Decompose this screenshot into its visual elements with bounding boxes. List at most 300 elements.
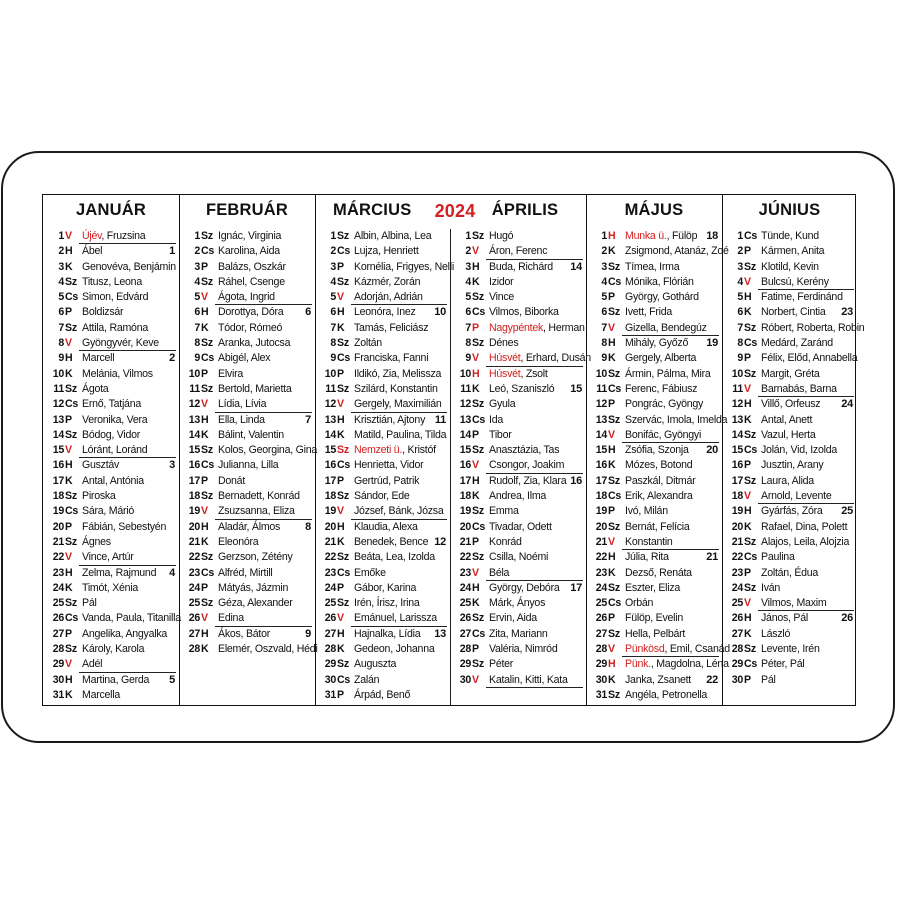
name-day-text: Gyöngyvér, Keve xyxy=(82,337,159,350)
weekday-abbr: K xyxy=(337,321,345,334)
day-number: 10 xyxy=(324,367,336,380)
day-row xyxy=(724,397,856,412)
name-day-text: Matild, Paulina, Tilda xyxy=(354,428,447,441)
name-day-text: Kármen, Anita xyxy=(761,245,825,258)
day-row xyxy=(45,413,178,428)
name-day-text: Fatime, Ferdinánd xyxy=(761,291,843,304)
day-row xyxy=(452,627,585,642)
day-number: 26 xyxy=(595,612,607,625)
day-row xyxy=(588,244,729,259)
weekday-abbr: H xyxy=(472,581,480,594)
day-row xyxy=(588,229,721,244)
day-number: 8 xyxy=(601,337,607,350)
day-row xyxy=(317,520,449,535)
week-number: 17 xyxy=(570,581,582,594)
day-row xyxy=(452,397,585,412)
name-day-text: Arnold, Levente xyxy=(761,490,832,503)
name-day-text: Bulcsú, Kerény xyxy=(761,275,829,288)
name-day-text: Tünde, Kund xyxy=(761,230,819,242)
day-row xyxy=(724,611,856,626)
name-day-text: Laura, Alida xyxy=(761,474,814,487)
name-day-text: Ráhel, Csenge xyxy=(218,275,285,288)
column-separator xyxy=(450,229,451,705)
week-number: 6 xyxy=(305,306,311,319)
day-number: 24 xyxy=(52,581,64,594)
weekday-abbr: V xyxy=(472,673,479,686)
weekday-abbr: V xyxy=(65,444,72,457)
day-row xyxy=(45,367,178,382)
weekday-abbr: Sz xyxy=(608,627,620,640)
name-day-text: Hajnalka, Lídia xyxy=(354,627,421,640)
name-day-text: Balázs, Oszkár xyxy=(218,260,286,273)
name-day-text: László xyxy=(761,627,791,640)
name-day-text: Erik, Alexandra xyxy=(625,490,693,503)
name-day-text: Melánia, Vilmos xyxy=(82,367,153,380)
day-row xyxy=(588,367,721,382)
weekday-abbr: Sz xyxy=(65,382,77,395)
day-number: 1 xyxy=(737,230,743,242)
day-row xyxy=(317,443,449,458)
weekday-abbr: K xyxy=(201,643,209,656)
name-day-text: Vince, Artúr xyxy=(82,551,134,564)
week-number: 13 xyxy=(434,627,446,640)
name-day-text: Tímea, Irma xyxy=(625,260,680,273)
weekday-abbr: V xyxy=(337,398,344,411)
week-number: 3 xyxy=(169,459,175,472)
weekday-abbr: V xyxy=(744,490,751,503)
weekday-abbr: V xyxy=(337,612,344,625)
weekday-abbr: Sz xyxy=(337,275,349,288)
week-number: 22 xyxy=(706,673,718,686)
weekday-abbr: Sz xyxy=(65,597,77,610)
name-day-text: Edina xyxy=(218,612,244,625)
weekday-abbr: Cs xyxy=(337,352,351,365)
name-day-text xyxy=(489,351,591,366)
weekday-abbr: Sz xyxy=(201,382,213,395)
day-number: 17 xyxy=(188,474,200,487)
day-row xyxy=(45,305,178,320)
day-row xyxy=(181,260,314,275)
name-day-text: Pál xyxy=(82,597,97,610)
weekday-abbr: K xyxy=(201,321,209,334)
day-number: 30 xyxy=(731,673,743,686)
name-day-text: Bonifác, Gyöngyi xyxy=(625,428,702,441)
name-day-text: Zita, Mariann xyxy=(489,627,548,640)
day-number: 24 xyxy=(459,581,471,594)
holiday-label: Pünkösd xyxy=(625,643,665,656)
name-day-text: Dezső, Renáta xyxy=(625,566,692,579)
day-number: 14 xyxy=(324,428,336,441)
weekday-abbr: P xyxy=(744,673,751,686)
name-day-text: Tivadar, Odett xyxy=(489,520,552,533)
day-number: 12 xyxy=(459,398,471,411)
day-row xyxy=(317,290,449,305)
weekday-abbr: Cs xyxy=(744,230,758,242)
weekday-abbr: Cs xyxy=(201,245,215,258)
day-number: 24 xyxy=(188,581,200,594)
day-number: 21 xyxy=(52,535,64,548)
day-row xyxy=(724,458,856,473)
name-day-text: József, Bánk, Józsa xyxy=(354,505,444,518)
day-row xyxy=(45,611,181,626)
day-row xyxy=(588,611,721,626)
month-column-february xyxy=(181,229,318,657)
day-number: 20 xyxy=(324,520,336,533)
weekday-abbr: K xyxy=(65,367,73,380)
day-row xyxy=(317,229,449,244)
day-row xyxy=(452,596,585,611)
name-day-text: Auguszta xyxy=(354,658,397,671)
weekday-abbr: Sz xyxy=(608,260,620,273)
weekday-abbr: V xyxy=(608,428,615,441)
day-row xyxy=(317,642,449,657)
day-row xyxy=(317,550,449,565)
day-row xyxy=(317,458,449,473)
name-day-text: Ágota xyxy=(82,382,109,395)
day-number: 9 xyxy=(465,352,471,365)
name-day-text: Ákos, Bátor xyxy=(218,627,271,640)
day-number: 15 xyxy=(595,444,607,457)
weekday-abbr: P xyxy=(744,245,751,258)
name-day-text: Adorján, Adrián xyxy=(354,291,423,304)
day-row xyxy=(181,382,314,397)
weekday-abbr: Sz xyxy=(608,688,620,701)
holiday-label: Nagypéntek xyxy=(489,321,544,334)
name-day-text: Klotild, Kevin xyxy=(761,260,819,273)
day-row xyxy=(724,489,856,504)
weekday-abbr: K xyxy=(744,627,752,640)
name-day-text: Ivó, Milán xyxy=(625,505,668,518)
day-row xyxy=(181,428,314,443)
week-number: 11 xyxy=(434,413,446,426)
day-row xyxy=(588,627,721,642)
day-row xyxy=(317,305,449,320)
day-number: 8 xyxy=(58,337,64,350)
name-day-text: Mózes, Botond xyxy=(625,459,693,472)
day-row xyxy=(45,566,178,581)
name-day-text: Jusztin, Arany xyxy=(761,459,824,472)
name-day-text: Sára, Márió xyxy=(82,505,135,518)
weekday-abbr: V xyxy=(608,321,615,334)
name-day-text: Emánuel, Larissza xyxy=(354,612,437,625)
name-day-text: Ida xyxy=(489,413,503,426)
name-day-text: Félix, Előd, Annabella xyxy=(761,352,858,365)
name-day-text: Gergely, Alberta xyxy=(625,352,697,365)
day-number: 4 xyxy=(737,275,743,288)
weekday-abbr: K xyxy=(608,459,616,472)
weekday-abbr: P xyxy=(65,520,72,533)
weekday-abbr: P xyxy=(65,413,72,426)
weekday-abbr: H xyxy=(608,337,616,350)
weekday-abbr: Sz xyxy=(608,520,620,533)
day-row xyxy=(317,321,449,336)
weekday-abbr: V xyxy=(65,337,72,350)
name-day-text: Csilla, Noémi xyxy=(489,551,549,564)
weekday-abbr: Sz xyxy=(65,275,77,288)
day-row xyxy=(588,489,721,504)
day-number: 27 xyxy=(324,627,336,640)
day-row xyxy=(181,596,314,611)
day-row xyxy=(181,566,314,581)
weekday-abbr: Cs xyxy=(201,459,215,472)
weekday-abbr: Sz xyxy=(201,551,213,564)
weekday-abbr: P xyxy=(608,612,615,625)
day-number: 13 xyxy=(324,413,336,426)
weekday-abbr: H xyxy=(201,520,209,533)
weekday-abbr: Sz xyxy=(744,260,756,273)
name-day-text: Eszter, Eliza xyxy=(625,581,681,594)
name-day-text: Benedek, Bence xyxy=(354,535,429,548)
day-number: 31 xyxy=(595,688,607,701)
name-day-text: Tamás, Feliciász xyxy=(354,321,429,334)
weekday-abbr: P xyxy=(472,643,479,656)
name-day-text: Tódor, Rómeó xyxy=(218,321,283,334)
name-day-text: Antal, Antónia xyxy=(82,474,144,487)
name-day-text: Csongor, Joakim xyxy=(489,459,565,472)
day-row xyxy=(588,336,721,351)
week-number: 10 xyxy=(434,306,446,319)
day-number: 28 xyxy=(595,643,607,656)
day-row xyxy=(45,520,178,535)
name-day-text: Pongrác, Gyöngy xyxy=(625,398,704,411)
day-number: 15 xyxy=(188,444,200,457)
name-day-text: Vanda, Paula, Titanilla xyxy=(82,612,181,625)
week-number: 2 xyxy=(169,352,175,365)
day-row xyxy=(452,382,585,397)
day-row xyxy=(181,474,314,489)
day-row xyxy=(452,336,585,351)
name-day-text: Konstantin xyxy=(625,535,673,548)
name-day-text: Rafael, Dina, Polett xyxy=(761,520,848,533)
weekday-abbr: Sz xyxy=(201,490,213,503)
weekday-abbr: Cs xyxy=(65,612,79,625)
day-number: 8 xyxy=(194,337,200,350)
day-row xyxy=(181,489,314,504)
name-day-text: Buda, Richárd xyxy=(489,260,553,273)
day-row xyxy=(588,290,721,305)
day-number: 8 xyxy=(330,337,336,350)
name-day-text: Ildikó, Zia, Melissza xyxy=(354,367,442,380)
day-number: 11 xyxy=(53,382,64,395)
day-number: 4 xyxy=(465,275,471,288)
day-number: 16 xyxy=(595,459,607,472)
name-day-text: Donát xyxy=(218,474,246,487)
week-number: 18 xyxy=(706,230,718,242)
name-day-text: Júlia, Rita xyxy=(625,551,669,564)
weekday-abbr: Cs xyxy=(744,337,758,350)
day-row xyxy=(317,627,449,642)
day-row xyxy=(452,489,585,504)
day-row xyxy=(724,504,856,519)
name-day-rest: , Herman xyxy=(543,321,585,334)
day-row xyxy=(724,367,856,382)
day-row xyxy=(317,596,449,611)
day-row xyxy=(317,673,449,688)
day-row xyxy=(45,642,178,657)
name-day-text: Kolos, Georgina, Gina xyxy=(218,444,317,457)
name-day-text: Andrea, Ilma xyxy=(489,490,547,503)
weekday-abbr: V xyxy=(65,551,72,564)
weekday-abbr: Cs xyxy=(608,382,622,395)
name-day-text: Fábián, Sebestyén xyxy=(82,520,167,533)
name-day-text: Vilmos, Maxim xyxy=(761,597,827,610)
day-number: 23 xyxy=(188,566,200,579)
weekday-abbr: Cs xyxy=(608,490,622,503)
weekday-abbr: H xyxy=(337,520,345,533)
weekday-abbr: Sz xyxy=(65,535,77,548)
weekday-abbr: Sz xyxy=(744,474,756,487)
name-day-text: Aladár, Álmos xyxy=(218,520,281,533)
day-number: 18 xyxy=(459,490,471,503)
day-row xyxy=(317,504,449,519)
name-day-text: Gedeon, Johanna xyxy=(354,643,435,656)
day-row xyxy=(588,657,729,672)
day-number: 19 xyxy=(459,505,471,518)
name-day-text: Sándor, Ede xyxy=(354,490,410,503)
day-row xyxy=(45,260,178,275)
weekday-abbr: Sz xyxy=(337,551,349,564)
name-day-text: Elemér, Oszvald, Hédi xyxy=(218,643,318,656)
name-day-text: Gizella, Bendegúz xyxy=(625,321,707,334)
name-day-text: Norbert, Cintia xyxy=(761,306,826,319)
day-row xyxy=(317,351,449,366)
day-number: 29 xyxy=(52,658,64,671)
day-number: 21 xyxy=(459,535,471,548)
day-number: 22 xyxy=(188,551,200,564)
day-number: 22 xyxy=(459,551,471,564)
name-day-text: Emma xyxy=(489,505,519,518)
week-number: 1 xyxy=(169,245,175,258)
name-day-text: Izidor xyxy=(489,275,514,288)
day-number: 21 xyxy=(595,535,607,548)
name-day-text: Zoltán xyxy=(354,337,382,350)
weekday-abbr: Cs xyxy=(608,597,622,610)
day-number: 20 xyxy=(731,520,743,533)
day-row xyxy=(588,275,721,290)
weekday-abbr: Sz xyxy=(65,490,77,503)
name-day-text: Orbán xyxy=(625,597,654,610)
weekday-abbr: Cs xyxy=(337,245,351,258)
week-number: 26 xyxy=(841,612,853,625)
name-day-text: Titusz, Leona xyxy=(82,275,142,288)
day-row xyxy=(452,673,585,688)
weekday-abbr: K xyxy=(201,428,209,441)
weekday-abbr: Sz xyxy=(201,444,213,457)
holiday-label: Újév xyxy=(82,230,102,242)
weekday-abbr: V xyxy=(744,597,751,610)
name-day-text: Jolán, Vid, Izolda xyxy=(761,444,837,457)
name-day-text: Emőke xyxy=(354,566,386,579)
name-day-text: Adél xyxy=(82,658,103,671)
day-number: 25 xyxy=(731,597,743,610)
month-column-april xyxy=(452,229,591,688)
holiday-label: Munka ü. xyxy=(625,230,667,242)
day-number: 27 xyxy=(595,627,607,640)
column-separator xyxy=(179,195,180,705)
name-day-text: Abigél, Alex xyxy=(218,352,271,365)
day-row xyxy=(317,413,449,428)
name-day-text: Lídia, Lívia xyxy=(218,398,267,411)
day-row xyxy=(317,657,449,672)
day-number: 25 xyxy=(52,597,64,610)
name-day-text: Marcella xyxy=(82,688,121,701)
day-row xyxy=(452,474,585,489)
day-row xyxy=(724,520,856,535)
day-number: 2 xyxy=(330,245,336,258)
name-day-text: Irén, Írisz, Irina xyxy=(354,597,420,610)
day-row xyxy=(588,260,721,275)
day-row xyxy=(724,321,865,336)
day-row xyxy=(724,382,856,397)
weekday-abbr: Sz xyxy=(744,643,756,656)
day-row xyxy=(45,474,178,489)
weekday-abbr: V xyxy=(337,291,344,304)
weekday-abbr: H xyxy=(201,627,209,640)
name-day-text: Bálint, Valentin xyxy=(218,428,284,441)
day-row xyxy=(181,336,314,351)
weekday-abbr: K xyxy=(608,673,616,686)
column-separator xyxy=(722,195,723,705)
day-number: 15 xyxy=(459,444,471,457)
weekday-abbr: V xyxy=(472,352,479,365)
name-day-text: Janka, Zsanett xyxy=(625,673,691,686)
week-number: 21 xyxy=(706,551,718,564)
name-day-text: Klaudia, Alexa xyxy=(354,520,418,533)
day-number: 7 xyxy=(465,321,471,334)
day-row xyxy=(317,688,449,703)
day-row xyxy=(45,657,178,672)
column-separator xyxy=(586,195,587,705)
day-number: 7 xyxy=(737,321,743,334)
name-day-text: Zsigmond, Atanáz, Zoé xyxy=(625,245,729,258)
weekday-abbr: Sz xyxy=(337,490,349,503)
day-row xyxy=(724,336,856,351)
week-number: 5 xyxy=(169,673,175,686)
day-number: 24 xyxy=(324,581,336,594)
day-row xyxy=(181,443,317,458)
day-number: 26 xyxy=(188,612,200,625)
weekday-abbr: Cs xyxy=(201,352,215,365)
day-number: 6 xyxy=(330,306,336,319)
name-day-text: Péter xyxy=(489,658,514,671)
day-number: 25 xyxy=(188,597,200,610)
weekday-abbr: Sz xyxy=(608,413,620,426)
weekday-abbr: H xyxy=(65,245,73,258)
day-number: 18 xyxy=(188,490,200,503)
day-number: 30 xyxy=(459,673,471,686)
day-row xyxy=(45,596,178,611)
day-number: 15 xyxy=(324,444,336,457)
day-number: 29 xyxy=(324,658,336,671)
day-number: 9 xyxy=(58,352,64,365)
name-day-text: Gergely, Maximilián xyxy=(354,398,442,411)
name-day-text: Karolina, Aida xyxy=(218,245,280,258)
weekday-abbr: Sz xyxy=(337,230,349,242)
name-day-rest: , Erhard, Dusán xyxy=(520,352,591,365)
name-day-text: Ervin, Aida xyxy=(489,612,537,625)
day-row xyxy=(181,351,314,366)
day-row xyxy=(588,428,721,443)
day-number: 13 xyxy=(188,413,200,426)
day-row xyxy=(317,566,449,581)
day-number: 10 xyxy=(188,367,200,380)
weekday-abbr: Sz xyxy=(65,428,77,441)
name-day-text: Zsuzsanna, Eliza xyxy=(218,505,295,518)
weekday-abbr: Sz xyxy=(472,444,484,457)
day-number: 25 xyxy=(459,597,471,610)
name-day-text xyxy=(625,229,697,244)
month-header-row xyxy=(43,195,855,229)
